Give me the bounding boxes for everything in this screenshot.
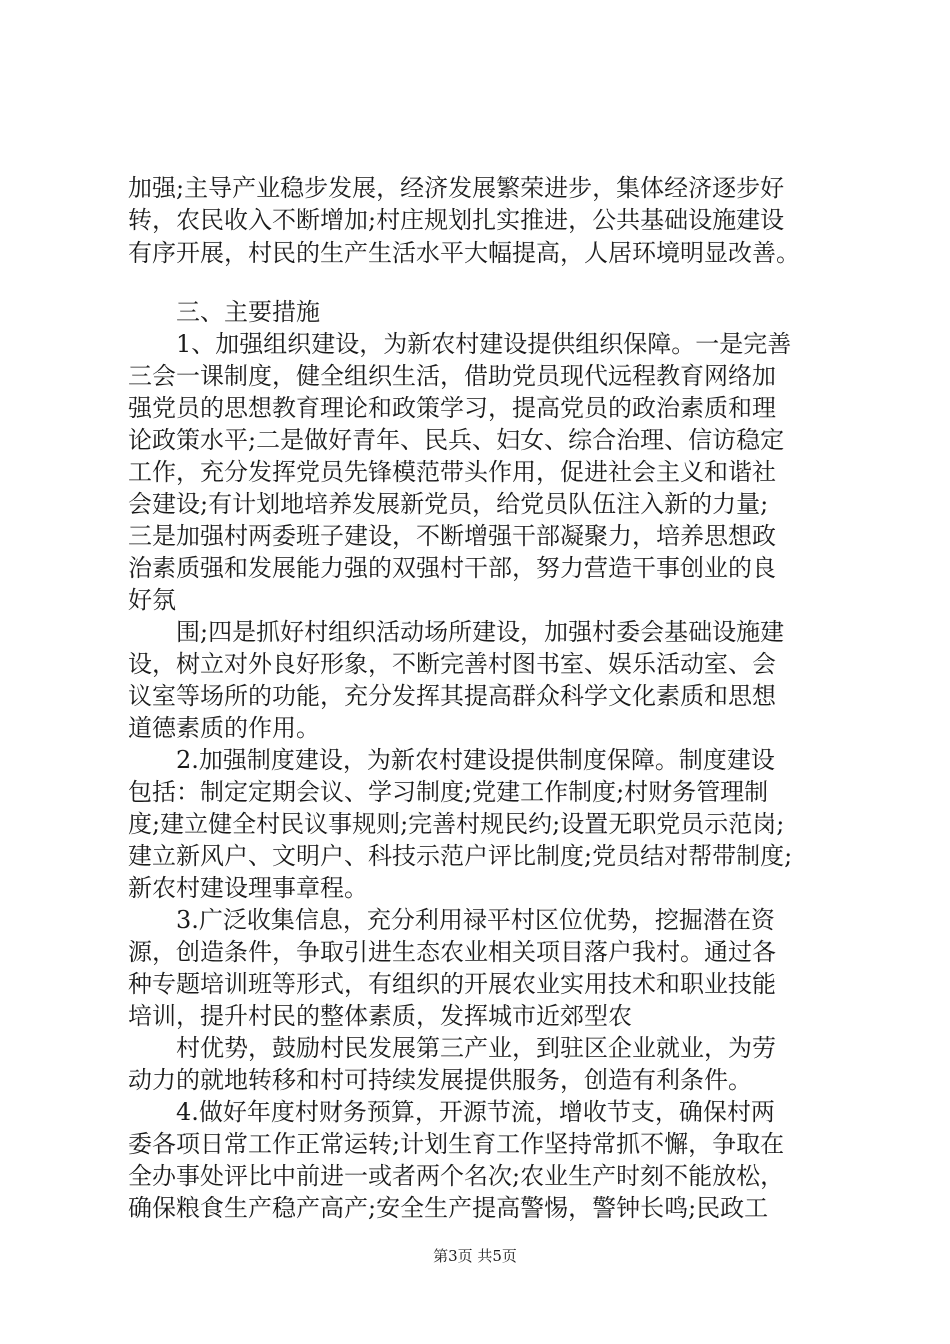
body-text-line: 道德素质的作用。 bbox=[128, 714, 320, 742]
body-text-line: 加强;主导产业稳步发展，经济发展繁荣进步，集体经济逐步好 bbox=[128, 174, 785, 202]
body-text-line: 包括：制定定期会议、学习制度;党建工作制度;村财务管理制 bbox=[128, 778, 769, 806]
body-text-line: 培训，提升村民的整体素质，发挥城市近郊型农 bbox=[128, 1002, 632, 1030]
body-text-line: 4.做好年度村财务预算，开源节流，增收节支，确保村两 bbox=[176, 1098, 775, 1126]
body-text-line: 度;建立健全村民议事规则;完善村规民约;设置无职党员示范岗; bbox=[128, 810, 785, 838]
body-text-line: 三是加强村两委班子建设，不断增强干部凝聚力，培养思想政 bbox=[128, 522, 776, 550]
body-text-line: 议室等场所的功能，充分发挥其提高群众科学文化素质和思想 bbox=[128, 682, 776, 710]
body-text-line: 动力的就地转移和村可持续发展提供服务，创造有利条件。 bbox=[128, 1066, 752, 1094]
section-heading: 三、主要措施 bbox=[176, 298, 320, 326]
body-text-line: 论政策水平;二是做好青年、民兵、妇女、综合治理、信访稳定 bbox=[128, 426, 785, 454]
body-text-line: 1、加强组织建设，为新农村建设提供组织保障。一是完善 bbox=[176, 330, 792, 358]
body-text-line: 强党员的思想教育理论和政策学习，提高党员的政治素质和理 bbox=[128, 394, 776, 422]
body-text-line: 3.广泛收集信息，充分利用禄平村区位优势，挖掘潜在资 bbox=[176, 906, 775, 934]
body-text-line: 新农村建设理事章程。 bbox=[128, 874, 368, 902]
body-text-line: 好氛 bbox=[128, 586, 176, 614]
body-text-line: 会建设;有计划地培养发展新党员，给党员队伍注入新的力量; bbox=[128, 490, 769, 518]
body-text-line: 村优势，鼓励村民发展第三产业，到驻区企业就业，为劳 bbox=[176, 1034, 776, 1062]
body-text-line: 三会一课制度，健全组织生活，借助党员现代远程教育网络加 bbox=[128, 362, 776, 390]
body-text-line: 建立新风户、文明户、科技示范户评比制度;党员结对帮带制度; bbox=[128, 842, 793, 870]
body-text-line: 设，树立对外良好形象，不断完善村图书室、娱乐活动室、会 bbox=[128, 650, 776, 678]
body-text-line: 确保粮食生产稳产高产;安全生产提高警惕，警钟长鸣;民政工 bbox=[128, 1194, 769, 1222]
body-text-line: 有序开展，村民的生产生活水平大幅提高，人居环境明显改善。 bbox=[128, 239, 800, 267]
body-text-line: 委各项日常工作正常运转;计划生育工作坚持常抓不懈，争取在 bbox=[128, 1130, 785, 1158]
body-text-line: 工作，充分发挥党员先锋模范带头作用，促进社会主义和谐社 bbox=[128, 458, 776, 486]
body-text-line: 转，农民收入不断增加;村庄规划扎实推进，公共基础设施建设 bbox=[128, 206, 785, 234]
body-text-line: 源，创造条件，争取引进生态农业相关项目落户我村。通过各 bbox=[128, 938, 776, 966]
body-text-line: 全办事处评比中前进一或者两个名次;农业生产时刻不能放松， bbox=[128, 1162, 785, 1190]
body-text-line: 治素质强和发展能力强的双强村干部，努力营造干事创业的良 bbox=[128, 554, 776, 582]
body-text-line: 围;四是抓好村组织活动场所建设，加强村委会基础设施建 bbox=[176, 618, 785, 646]
page-number-footer: 第3页 共5页 bbox=[433, 1247, 517, 1265]
body-text-line: 种专题培训班等形式，有组织的开展农业实用技术和职业技能 bbox=[128, 970, 776, 998]
body-text-line: 2.加强制度建设，为新农村建设提供制度保障。制度建设 bbox=[176, 746, 775, 774]
